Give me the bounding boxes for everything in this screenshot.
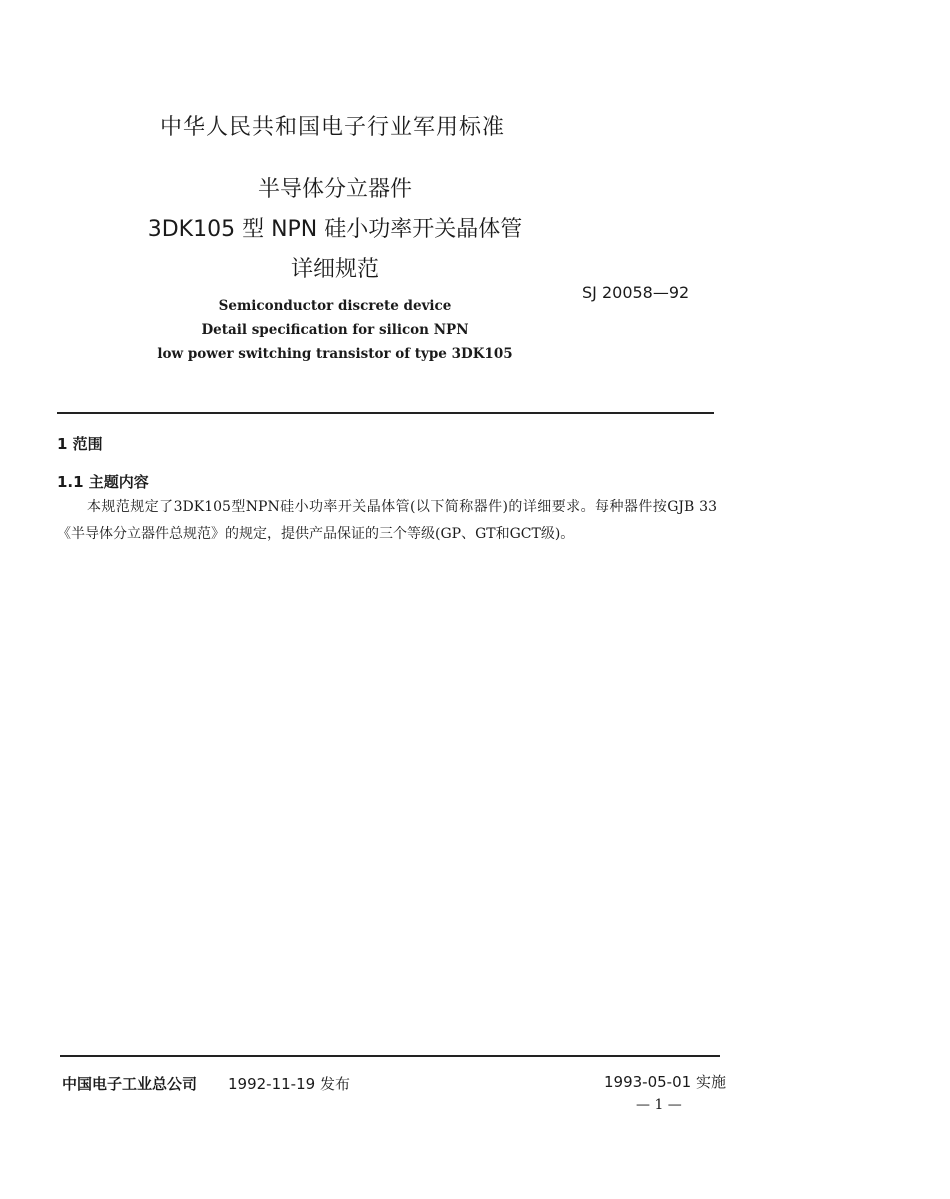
english-title-line-3: low power switching transistor of type 3DK105 [157,346,513,362]
footer-divider [60,1055,720,1057]
english-title-line-2: Detail specification for silicon NPN [201,322,469,338]
standard-category-title: 中华人民共和国电子行业军用标准 [160,115,506,140]
issue-date: 1992-11-19 发布 [228,1075,350,1093]
document-title-line-3: 详细规范 [290,257,379,282]
document-title-line-2: 3DK105 型 NPN 硅小功率开关晶体管 [147,217,523,242]
section-1-1-heading: 1.1 主题内容 [57,473,149,491]
section-1-1-paragraph: 本规范规定了3DK105型NPN硅小功率开关晶体管(以下简称器件)的详细要求。每种器件按GJB 33《半导体分立器件总规范》的规定，提供产品保证的三个等级(GP、GT和GCT级)。 [57,499,717,542]
implementation-date: 1993-05-01 实施 [604,1073,726,1091]
english-title-line-1: Semiconductor discrete device [218,298,452,314]
publisher: 中国电子工业总公司 [62,1075,198,1093]
document-title-line-1: 半导体分立器件 [257,177,412,202]
page-number: — 1 — [636,1097,682,1113]
section-1-heading: 1 范围 [57,435,103,453]
standard-number: SJ 20058—92 [582,283,690,302]
header-divider [57,412,714,414]
